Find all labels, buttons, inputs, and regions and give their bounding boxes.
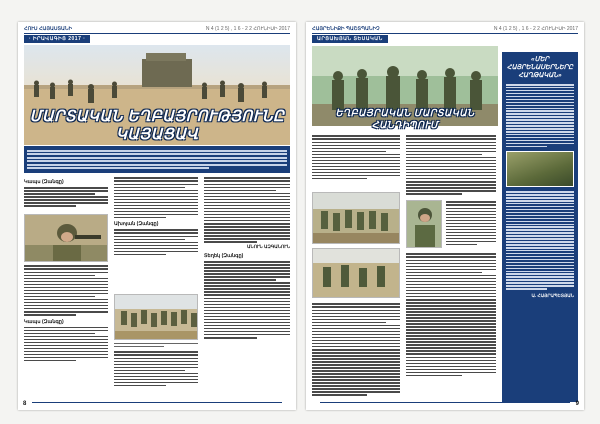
right-column-2 <box>406 134 496 196</box>
sidebar-photo <box>506 151 574 187</box>
right-column-2-text-lower <box>406 252 496 378</box>
right-folio <box>312 25 578 34</box>
right-folio-issue: N 4 (1 2 5) , 1 6 - 2 2 ՀՈՒՆԻՍԻ 2017 <box>493 26 578 32</box>
hero-photo-soldiers-desert <box>24 45 290 145</box>
right-headline-line-2: ՀԱՆԴԻՊՈՒՄ <box>371 120 439 131</box>
left-headline: ՄԱՐՏԱԿԱՆ ԵՂԲԱՅՐՈՒԹՅՈՒՆԸ ԿԱՅԱՑԱՎ <box>29 108 285 143</box>
left-page <box>18 22 296 410</box>
right-column-1-text <box>312 302 400 397</box>
left-lead-paragraph <box>24 146 290 173</box>
left-kicker: · ԻՐԱՎԱԳԻՑ 2017 · <box>24 35 90 43</box>
left-subhead-4: Տեղեկ (Զանգը) <box>204 253 244 260</box>
right-page-number: 9 <box>575 401 579 407</box>
right-column-1 <box>312 134 400 181</box>
left-page-number: 8 <box>23 401 27 407</box>
left-photo-caption <box>114 342 198 348</box>
left-column-1-text <box>24 264 108 363</box>
right-kicker: ԱՐՑԱԽՅԱՆ ՏԵՍԱԿԱՆ <box>312 35 388 43</box>
left-footer-rule <box>32 402 282 406</box>
right-folio-title: ՀԱՅՐԵՆԻՔԻ ՊԱՇՏՊԱՆԻՉ <box>312 26 380 32</box>
right-column-2-text <box>446 200 496 247</box>
left-subhead-2: Կապս (Զանգը) <box>24 318 64 325</box>
sidebar-signature: Ա. ՀԱՅՐԱՊԵՏՅԱՆ <box>531 292 574 298</box>
left-column-1 <box>24 176 108 208</box>
left-column-2-text <box>114 350 198 388</box>
left-subhead-1: Կապս (Զանգը) <box>24 179 64 185</box>
left-folio <box>24 25 290 34</box>
left-column-3 <box>204 176 290 340</box>
left-column-2 <box>114 176 198 257</box>
left-signature: ԱՆՈՒՆ ԱԶԳԱՆՈՒՆ <box>246 244 290 250</box>
right-footer-rule <box>320 402 570 406</box>
left-photo-soldier-portrait <box>24 214 108 262</box>
right-headline-line-1: ԵՂԲԱՅՐԱԿԱՆ ՄԱՐՏԱԿԱՆ <box>335 108 475 119</box>
left-folio-issue: N 4 (1 2 5) , 1 6 - 2 2 ՀՈՒՆԻՍԻ 2017 <box>205 26 290 32</box>
right-photo-commanders <box>406 200 442 248</box>
right-sidebar-feature <box>502 52 578 402</box>
right-photo-training <box>312 248 400 298</box>
left-subhead-3: Ախոյան (Զանգը) <box>114 221 159 228</box>
right-photo-field-group <box>312 192 400 244</box>
right-page <box>306 22 584 410</box>
left-folio-title: ՀՈՒՍ ՀԱՅԱՍՏԱՆԻ <box>24 26 72 32</box>
sidebar-title: «ՄԵՐ ՀԱՅՐԵՆԱՍԵՐՆԵՐԸ ՀԱՂԹԱԿԱՆ» <box>506 56 574 79</box>
left-photo-formation <box>114 294 198 340</box>
